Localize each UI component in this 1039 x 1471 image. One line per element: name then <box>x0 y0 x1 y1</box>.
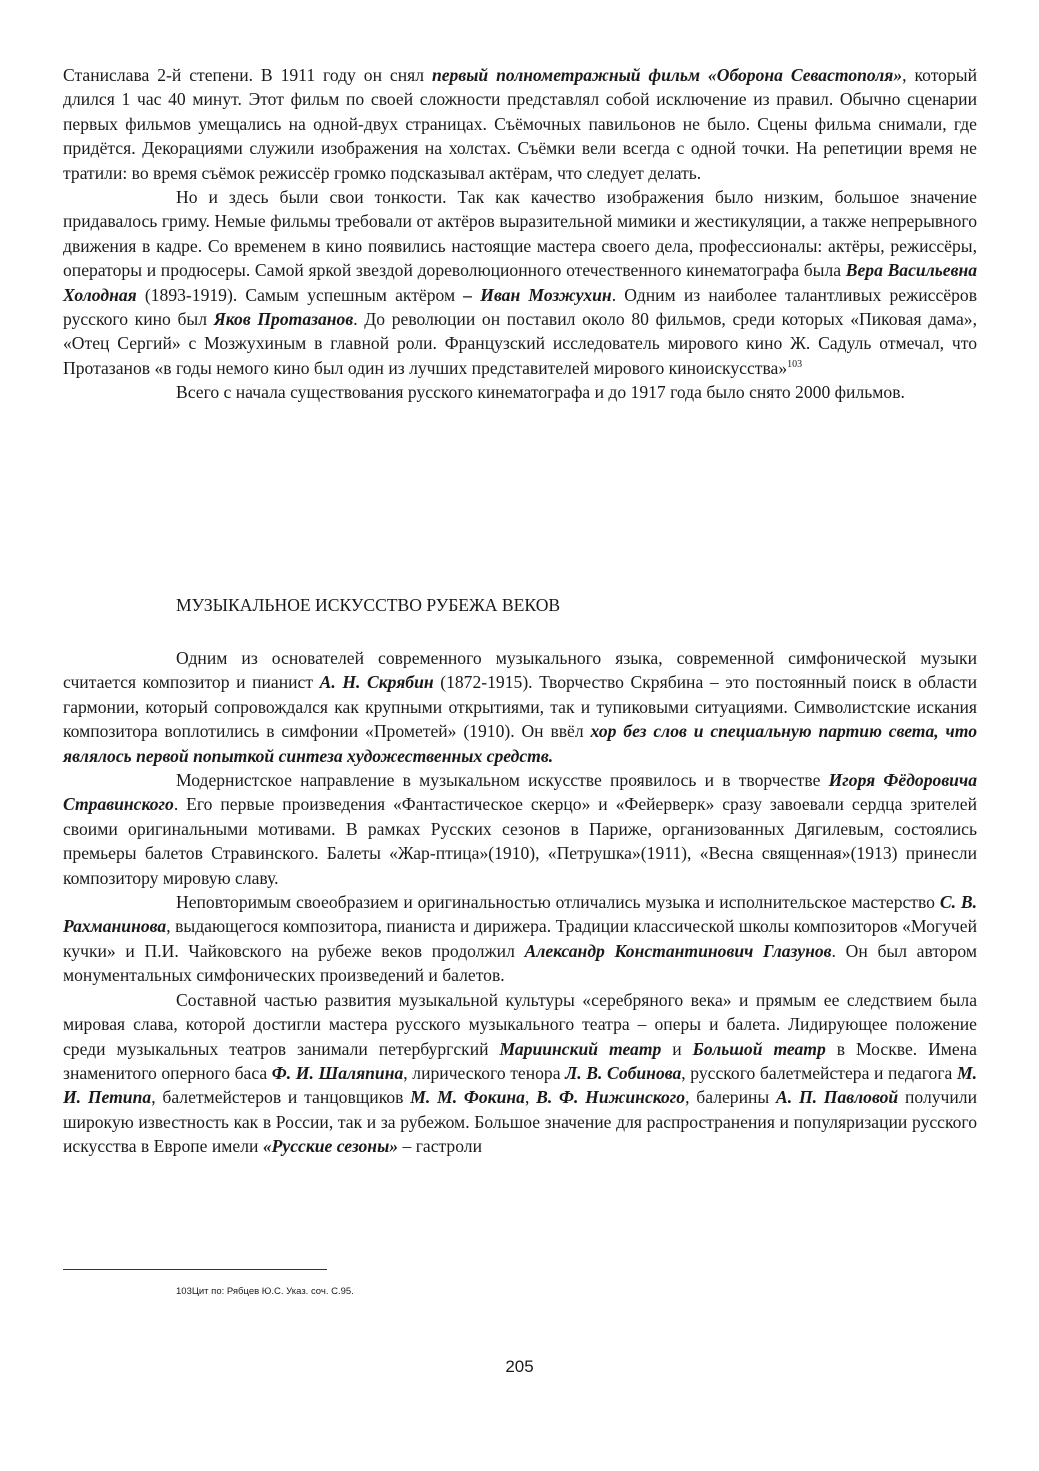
body-text: , русского балетмейстера и педагога <box>681 1062 957 1083</box>
emphasis-text: М. М. Фокина <box>410 1087 525 1108</box>
body-text: Составной частью развития музыкальной культуры «серебряного века» и прямым ее следствием была мировая слава, которой достигли мастера русского музыкального театра – оперы и балета. Лидирующее положение среди музыкальных театров занимали петербургский <box>63 989 977 1059</box>
body-text: . Он был автором монументальных симфонических произведений и балетов. <box>63 940 978 986</box>
body-text: в Москве. Имена знаменитого оперного баса <box>63 1038 977 1083</box>
footnote-separator <box>63 1269 327 1270</box>
body-text: . Одним из наиболее талантливых режиссёров русского кино был <box>63 284 977 330</box>
emphasis-text: Вера Васильевна Холодная <box>63 260 978 305</box>
body-text: , балетмейстеров и танцовщиков <box>151 1087 411 1108</box>
emphasis-text: М. И. Петипа <box>63 1062 978 1108</box>
emphasis-text: А. П. Павловой <box>776 1087 899 1108</box>
paragraph <box>63 63 977 185</box>
paragraph <box>63 185 977 380</box>
emphasis-text: Яков Протазанов <box>213 309 354 330</box>
page-number: 205 <box>505 1357 534 1376</box>
body-text: , выдающегося композитора, пианиста и дирижера. Традиции классической школы композиторов «Могучей кучки» и П.И. Чайковского на рубеже веков продолжил <box>63 916 977 961</box>
paragraph: Всего с начала существования русского кинематографа и до 1917 года было снято 2000 фильмов. <box>176 382 905 403</box>
emphasis-text: Л. В. Собинова <box>565 1062 682 1083</box>
body-text: . Его первые произведения «Фантастическое скерцо» и «Фейерверк» сразу завоевали сердца зрителей своими оригинальными мотивами. В рамках Русских сезонов в Париже, организованных Дягилевым, состоялись премьеры балетов Стравинского. Балеты «Жар-птица»(1910), «Петрушка»(1911), «Весна священная»(1913) принесли композитору мировую славу. <box>63 794 977 888</box>
body-text: Одним из основателей современного музыкального языка, современной симфонической музыки считается композитор и пианист <box>63 648 977 693</box>
body-text: – гастроли <box>398 1136 482 1157</box>
emphasis-text: Мариинский театр <box>499 1038 662 1059</box>
body-text: . До революции он поставил около 80 фильмов, среди которых «Пиковая дама», «Отец Сергий» с Мозжухиным в главной роли. Французский исследователь мирового кино Ж. Садуль отмечал, что Протазанов «в годы немого кино был один из лучших представителей мирового киноискусства» <box>63 309 977 378</box>
text-block-cinema <box>63 63 977 405</box>
footnote-reference[interactable]: 103 <box>787 358 803 370</box>
footnote-text: 103Цит по: Рябцев Ю.С. Указ. соч. С.95. <box>176 1286 354 1297</box>
body-text: , <box>524 1087 537 1108</box>
body-text: Неповторимым своеобразием и оригинальностью отличались музыка и исполнительское мастерство <box>176 892 940 913</box>
paragraph <box>63 890 977 988</box>
section-heading: МУЗЫКАЛЬНОЕ ИСКУССТВО РУБЕЖА ВЕКОВ <box>176 595 561 615</box>
emphasis-text: – Иван Мозжухин <box>463 284 612 305</box>
emphasis-text: Александр Константинович Глазунов <box>524 940 832 961</box>
paragraph <box>63 646 977 768</box>
body-text: и <box>661 1038 693 1059</box>
emphasis-text: Игоря Фёдоровича Стравинского <box>63 770 977 815</box>
body-text: , балерины <box>685 1087 777 1108</box>
emphasis-text: В. Ф. Нижинского <box>536 1087 686 1108</box>
body-text: получили широкую известность как в России, так и за рубежом. Большое значение для распространения и популяризации русского искусства в Европе имели <box>63 1087 978 1157</box>
body-text: Но и здесь были свои тонкости. Так как качество изображения было низким, большое значение придавалось гриму. Немые фильмы требовали от актёров выразительной мимики и жестикуляции, а также непрерывного движения в кадре. Со временем в кино появились настоящие мастера своего дела, профессионалы: актёры, режиссёры, операторы и продюсеры. Самой яркой звездой дореволюционного отечественного кинематографа была <box>63 187 977 281</box>
body-text: (1872-1915). Творчество Скрябина – это постоянный поиск в области гармонии, который сопровождался как крупными открытиями, так и тупиковыми ситуациями. Символистские искания композитора воплотились в симфонии «Прометей» (1910). Он ввёл <box>63 672 978 742</box>
body-text: Модернистское направление в музыкальном искусстве проявилось и в творчестве <box>176 770 829 791</box>
body-text: Станислава 2-й степени. В 1911 году он снял <box>63 65 432 85</box>
body-text: (1893-1919). Самым успешным актёром <box>136 284 464 305</box>
paragraph <box>63 768 977 890</box>
emphasis-text: «Русские сезоны» <box>262 1136 399 1157</box>
emphasis-text: А. Н. Скрябин <box>319 672 434 693</box>
text-block-music <box>63 646 977 1159</box>
emphasis-text: первый полнометражный фильм «Оборона Севастополя» <box>431 65 903 85</box>
body-text: , который длился 1 час 40 минут. Этот фильм по своей сложности представлял собой исключение из правил. Обычно сценарии первых фильмов умещались на одной-двух страницах. Съёмочных павильонов не было. Сцены фильма снимали, где придётся. Декорациями служили изображения на холстах. Съёмки вели всегда с одной точки. На репетиции время не тратили: во время съёмок режиссёр громко подсказывал актёрам, что следует делать. <box>63 65 977 183</box>
emphasis-text: С. В. Рахманинова <box>63 892 977 937</box>
emphasis-text: Ф. И. Шаляпина <box>271 1062 404 1083</box>
body-text: , лирического тенора <box>403 1062 566 1083</box>
emphasis-text: хор без слов и специальную партию света, что являлось первой попыткой синтеза художественных средств. <box>63 721 977 766</box>
paragraph <box>63 988 977 1159</box>
emphasis-text: Большой театр <box>692 1038 826 1059</box>
